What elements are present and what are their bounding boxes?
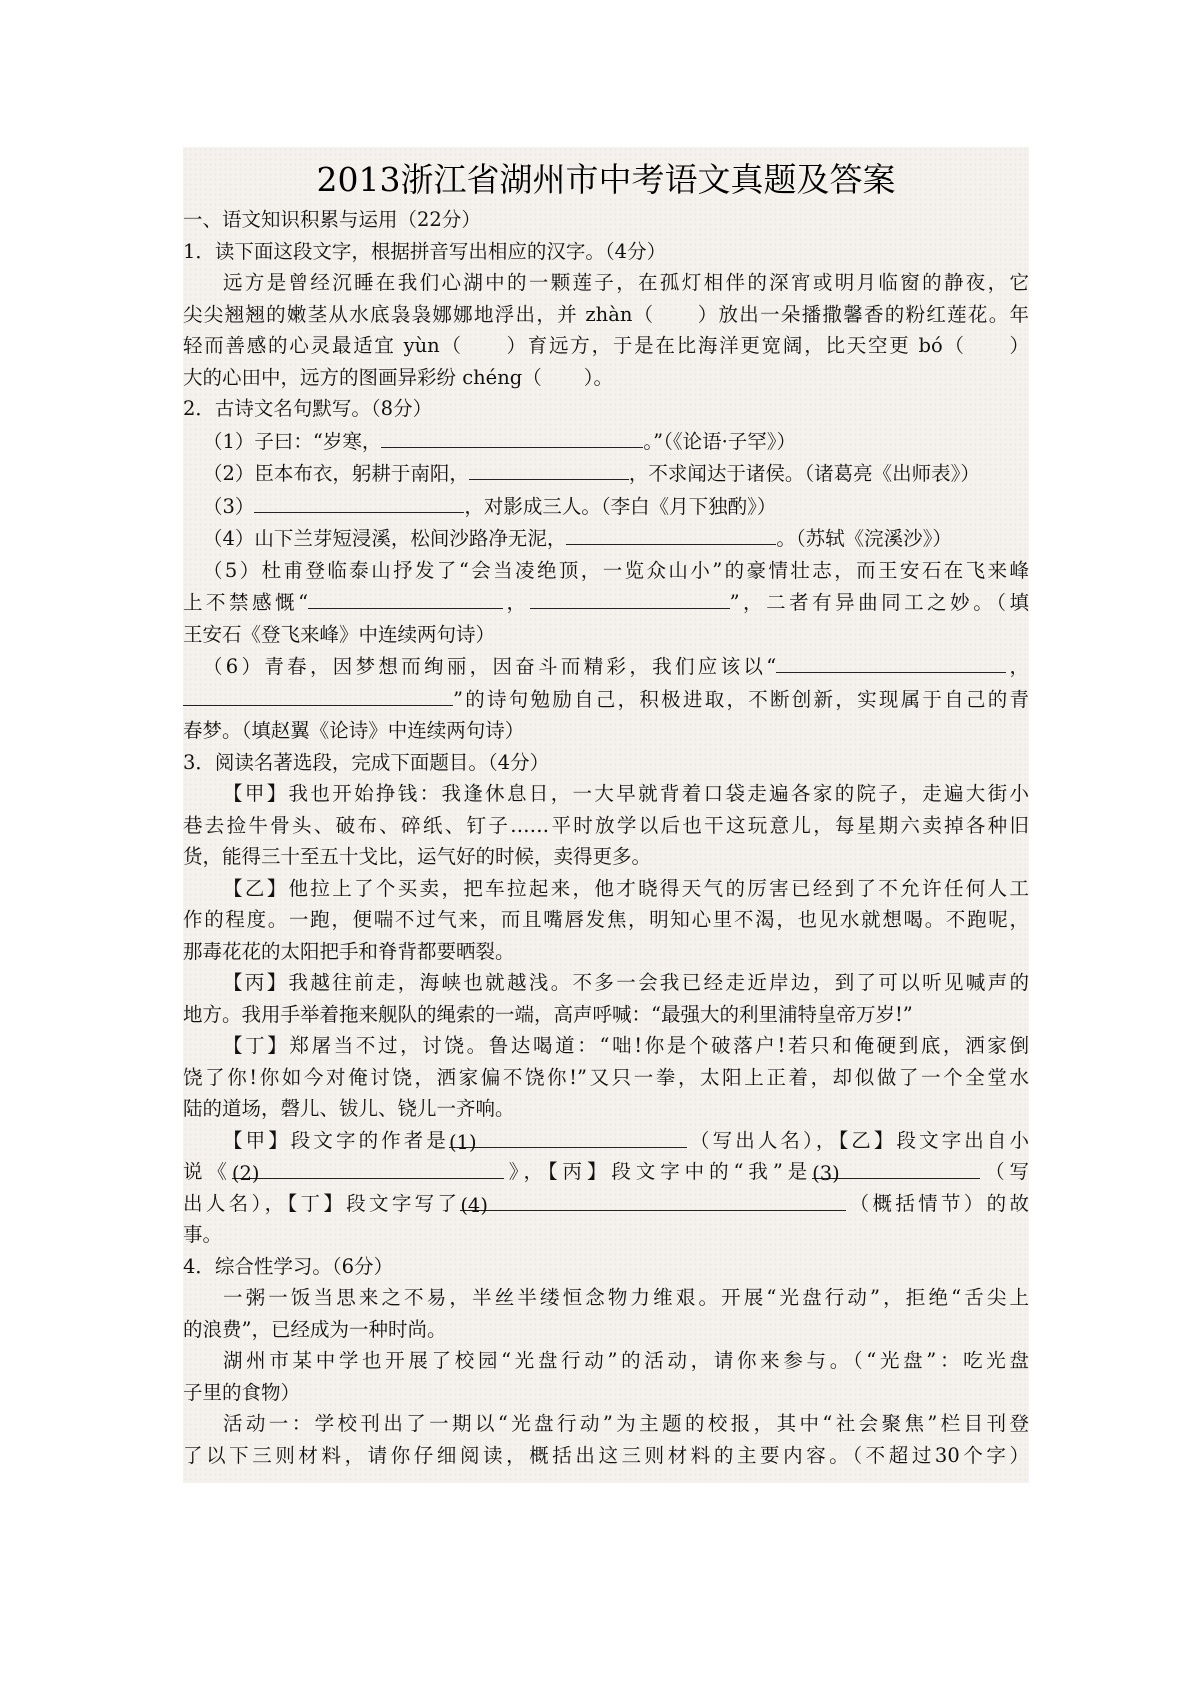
q2-text: ”，二者有异曲同工之妙。（填: [729, 591, 1029, 614]
q2-item: [183, 425, 1029, 458]
q3-question-line: [183, 1125, 1029, 1157]
q1-paragraph-line: [183, 299, 1029, 331]
q4-paragraph-line: [183, 1408, 1029, 1440]
question-1-heading: 1．读下面这段文字，根据拼音写出相应的汉字。（4分）: [183, 239, 667, 263]
answer-blank-1[interactable]: [448, 1125, 687, 1154]
answer-blank[interactable]: [254, 490, 464, 513]
blank-number: (3): [812, 1162, 840, 1185]
q2-item: [183, 715, 1029, 747]
question-4-heading: 4．综合性学习。（6分）: [183, 1254, 394, 1278]
excerpt-ding-line: [183, 1062, 1029, 1094]
q2-item: [183, 683, 1029, 716]
q1-text: ）放出一朵播撒馨香的粉红莲花。年: [696, 302, 1029, 326]
excerpt-text: 陆的道场，磬儿、钹儿、铙儿一齐响。: [183, 1097, 515, 1120]
q2-text: 上不禁感慨“: [183, 591, 309, 614]
answer-blank-2[interactable]: [231, 1156, 504, 1185]
blank-number: (4): [460, 1193, 488, 1217]
blank-number: (2): [231, 1162, 260, 1185]
page-title: 2013浙江省湖州市中考语文真题及答案: [316, 160, 896, 199]
q2-text: ，: [503, 591, 530, 614]
q2-text: ，对影成三人。（李白《月下独酌》）: [464, 494, 777, 518]
q1-text: 大的心田中，远方的图画异彩纷 chéng（: [183, 365, 542, 389]
q3-question-line: [183, 1219, 1029, 1251]
q4-text: 子里的食物）: [183, 1380, 301, 1404]
q1-text: 远方是曾经沉睡在我们心湖中的一颗莲子，在孤灯相伴的深宵或明月临窗的静夜，它: [223, 271, 1029, 294]
excerpt-ding-line: [183, 1093, 1029, 1125]
blank-number: (1): [448, 1130, 477, 1154]
q4-text: 了以下三则材料，请你仔细阅读，概括出这三则材料的主要内容。（不超过30个字）: [183, 1443, 1029, 1467]
excerpt-bing-line: [183, 999, 1029, 1031]
question-2-heading: 2．古诗文名句默写。（8分）: [183, 397, 433, 420]
q2-text: （1）子曰：“岁寒，: [203, 429, 382, 453]
answer-blank[interactable]: [776, 650, 1006, 673]
q1-text: 轻而善感的心灵最适宜 yùn（: [183, 334, 463, 357]
answer-blank[interactable]: [308, 586, 503, 609]
excerpt-text: 【丙】我越往前走，海峡也就越浅。不多一会我已经走近岸边，到了可以听见喊声的: [223, 971, 1029, 994]
q1-paragraph-line: [183, 267, 1029, 299]
section-heading: 一、语文知识积累与运用（22分）: [183, 208, 481, 231]
excerpt-yi-line: [183, 873, 1029, 905]
q4-text: 的浪费”，已经成为一种时尚。: [183, 1317, 447, 1341]
excerpt-yi-line: [183, 904, 1029, 936]
q4-paragraph-line: [183, 1377, 1029, 1409]
q2-text: ”的诗句勉励自己，积极进取，不断创新，实现属于自己的青: [453, 687, 1029, 711]
q2-text: ，: [1006, 655, 1029, 678]
q3-text: 》，【丙】段文字中的“我”是: [503, 1160, 813, 1183]
excerpt-yi-line: [183, 936, 1029, 968]
q2-item: [183, 619, 1029, 651]
answer-blank-4[interactable]: [460, 1188, 846, 1217]
answer-blank-3[interactable]: [812, 1156, 980, 1185]
q4-paragraph-line: [183, 1345, 1029, 1377]
q3-text: （写出人名），【乙】段文字出自小: [686, 1128, 1029, 1152]
q4-text: 活动一：学校刊出了一期以“光盘行动”为主题的校报，其中“社会聚焦”栏目刊登: [223, 1412, 1029, 1435]
q4-paragraph-line: [183, 1282, 1029, 1314]
q2-text: ，不求闻达于诸侯。（诸葛亮《出师表》）: [628, 462, 980, 485]
excerpt-text: 【乙】他拉上了个买卖，把车拉起来，他才晓得天气的厉害已经到了不允许任何人工: [223, 876, 1029, 900]
excerpt-ding-line: [183, 1030, 1029, 1062]
q1-paragraph-line: [183, 330, 1029, 362]
document-page: [183, 147, 1029, 1483]
q2-item: [183, 650, 1029, 683]
q2-text: （2）臣本布衣，躬耕于南阳，: [203, 462, 469, 485]
answer-blank[interactable]: [566, 522, 776, 545]
excerpt-text: 【甲】我也开始挣钱：我逢休息日，一大早就背着口袋走遍各家的院子，走遍大街小: [223, 782, 1029, 805]
q3-text: 事。: [183, 1223, 223, 1246]
q4-paragraph-line: [183, 1440, 1029, 1472]
excerpt-text: 【丁】郑屠当不过，讨饶。鲁达喝道：“咄!你是个破落户!若只和俺硬到底，洒家倒: [223, 1034, 1029, 1057]
q3-text: 出人名），【丁】段文字写了: [183, 1191, 461, 1215]
q2-text: （4）山下兰芽短浸溪，松间沙路净无泥，: [203, 527, 567, 550]
q2-item: [183, 586, 1029, 619]
q2-text: 王安石《登飞来峰》中连续两句诗）: [183, 622, 496, 646]
excerpt-bing-line: [183, 967, 1029, 999]
q1-paragraph-line: [183, 362, 1029, 394]
excerpt-jia-line: [183, 778, 1029, 810]
q3-text: 【甲】段文字的作者是: [223, 1128, 449, 1152]
q4-text: 一粥一饭当思来之不易，半丝半缕恒念物力维艰。开展“光盘行动”，拒绝“舌尖上: [223, 1286, 1029, 1309]
excerpt-jia-line: [183, 810, 1029, 842]
excerpt-text: 地方。我用手举着拖来舰队的绳索的一端，高声呼喊：“最强大的利里浦特皇帝万岁!”: [183, 1002, 913, 1026]
answer-blank[interactable]: [183, 683, 453, 706]
answer-blank[interactable]: [469, 457, 629, 480]
q2-item: [183, 490, 1029, 523]
question-3-heading: 3．阅读名著选段，完成下面题目。（4分）: [183, 750, 550, 774]
excerpt-text: 巷去捡牛骨头、破布、碎纸、钉子……平时放学以后也干这玩意儿，每星期六卖掉各种旧: [183, 813, 1029, 837]
excerpt-text: 那毒花花的太阳把手和脊背都要晒裂。: [183, 939, 515, 963]
q2-item: [183, 522, 1029, 555]
q1-text: ）。: [583, 365, 614, 389]
q1-text: ）育远方，于是在比海洋更宽阔，比天空更 bó（: [504, 334, 966, 357]
q4-text: 湖州市某中学也开展了校园“光盘行动”的活动，请你来参与。（“光盘”：吃光盘: [223, 1349, 1029, 1372]
excerpt-text: 作的程度。一跑，便喘不过气来，而且嘴唇发焦，明知心里不渴，也见水就想喝。不跑呢，: [183, 908, 1029, 931]
q2-item: [183, 555, 1029, 587]
q1-text: 尖尖翘翘的嫩茎从水底袅袅娜娜地浮出，并 zhàn（: [183, 302, 655, 326]
q2-text: （3）: [203, 494, 255, 518]
answer-blank[interactable]: [381, 425, 643, 448]
q3-question-line: [183, 1156, 1029, 1188]
excerpt-text: 饶了你!你如今对俺讨饶，洒家偏不饶你!”又只一拳，太阳上正着，却似做了一个全堂水: [183, 1065, 1029, 1089]
q2-item: [183, 457, 1029, 490]
q2-text: 。”（《论语·子罕》）: [643, 429, 797, 453]
q1-text: ）: [1007, 334, 1029, 357]
document-content: [183, 147, 1029, 1471]
q3-text: 说《: [183, 1160, 232, 1183]
q3-text: （写: [980, 1160, 1029, 1183]
q2-text: （6）青春，因梦想而绚丽，因奋斗而精彩，我们应该以“: [203, 655, 777, 678]
q3-question-line: [183, 1188, 1029, 1220]
answer-blank[interactable]: [530, 586, 730, 609]
excerpt-jia-line: [183, 841, 1029, 873]
q4-paragraph-line: [183, 1314, 1029, 1346]
excerpt-text: 货，能得三十至五十戈比，运气好的时候，卖得更多。: [183, 845, 652, 868]
q2-text: 。（苏轼《浣溪沙》）: [776, 527, 952, 550]
q2-text: 春梦。（填赵翼《论诗》中连续两句诗）: [183, 719, 525, 742]
q3-text: （概括情节）的故: [846, 1191, 1029, 1215]
q2-text: （5）杜甫登临泰山抒发了“会当凌绝顶，一览众山小”的豪情壮志，而王安石在飞来峰: [203, 558, 1029, 582]
